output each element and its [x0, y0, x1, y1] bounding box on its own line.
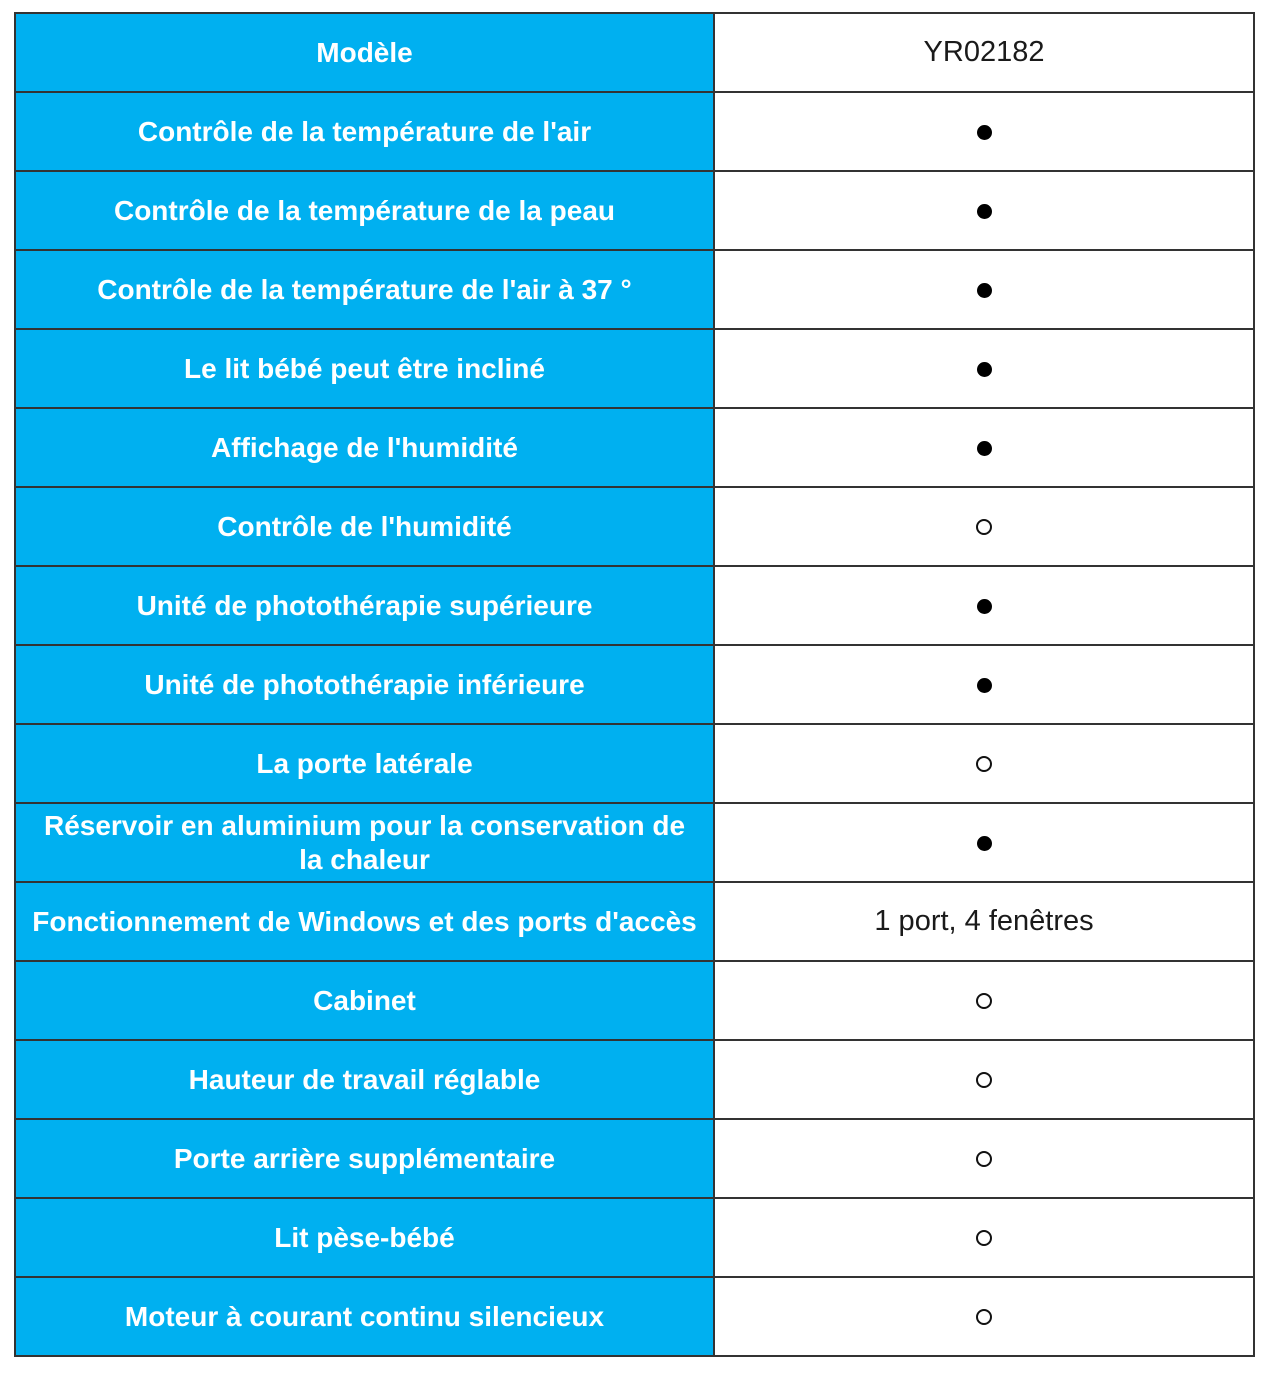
table-row — [15, 329, 1254, 408]
feature-label: Lit pèse-bébé — [15, 1198, 714, 1277]
table-row — [15, 645, 1254, 724]
feature-value — [714, 329, 1254, 408]
feature-label: Modèle — [15, 13, 714, 92]
feature-value — [714, 1040, 1254, 1119]
hollow-dot-icon — [976, 1230, 992, 1246]
feature-value — [714, 961, 1254, 1040]
feature-value: 1 port, 4 fenêtres — [714, 882, 1254, 961]
hollow-dot-icon — [976, 756, 992, 772]
table-row — [15, 1198, 1254, 1277]
feature-value — [714, 92, 1254, 171]
feature-value — [714, 1119, 1254, 1198]
feature-label: Porte arrière supplémentaire — [15, 1119, 714, 1198]
feature-value — [714, 487, 1254, 566]
feature-label: Cabinet — [15, 961, 714, 1040]
table-row — [15, 92, 1254, 171]
feature-value — [714, 566, 1254, 645]
feature-label: Contrôle de la température de la peau — [15, 171, 714, 250]
feature-value — [714, 1198, 1254, 1277]
table-row — [15, 1119, 1254, 1198]
feature-label: Le lit bébé peut être incliné — [15, 329, 714, 408]
feature-value — [714, 250, 1254, 329]
filled-dot-icon — [977, 599, 992, 614]
spec-table-body — [15, 13, 1254, 1356]
feature-value — [714, 1277, 1254, 1356]
filled-dot-icon — [977, 125, 992, 140]
table-row — [15, 250, 1254, 329]
feature-value — [714, 645, 1254, 724]
table-row — [15, 724, 1254, 803]
table-row — [15, 487, 1254, 566]
filled-dot-icon — [977, 283, 992, 298]
table-row — [15, 1277, 1254, 1356]
table-row — [15, 408, 1254, 487]
table-row — [15, 13, 1254, 92]
hollow-dot-icon — [976, 1072, 992, 1088]
feature-value — [714, 724, 1254, 803]
feature-value — [714, 803, 1254, 882]
feature-label: Contrôle de l'humidité — [15, 487, 714, 566]
feature-label: Contrôle de la température de l'air — [15, 92, 714, 171]
feature-label: Réservoir en aluminium pour la conservation de la chaleur — [15, 803, 714, 882]
filled-dot-icon — [977, 441, 992, 456]
filled-dot-icon — [977, 678, 992, 693]
table-row — [15, 1040, 1254, 1119]
feature-label: Hauteur de travail réglable — [15, 1040, 714, 1119]
feature-label: Unité de photothérapie inférieure — [15, 645, 714, 724]
hollow-dot-icon — [976, 519, 992, 535]
spec-table — [14, 12, 1255, 1357]
feature-value — [714, 171, 1254, 250]
table-row — [15, 882, 1254, 961]
feature-label: La porte latérale — [15, 724, 714, 803]
feature-label: Affichage de l'humidité — [15, 408, 714, 487]
table-row — [15, 566, 1254, 645]
filled-dot-icon — [977, 836, 992, 851]
feature-value: YR02182 — [714, 13, 1254, 92]
table-row — [15, 961, 1254, 1040]
feature-label: Contrôle de la température de l'air à 37 ° — [15, 250, 714, 329]
feature-label: Fonctionnement de Windows et des ports d'accès — [15, 882, 714, 961]
hollow-dot-icon — [976, 1309, 992, 1325]
filled-dot-icon — [977, 362, 992, 377]
hollow-dot-icon — [976, 993, 992, 1009]
feature-label: Moteur à courant continu silencieux — [15, 1277, 714, 1356]
table-row — [15, 803, 1254, 882]
feature-label: Unité de photothérapie supérieure — [15, 566, 714, 645]
table-row — [15, 171, 1254, 250]
feature-value — [714, 408, 1254, 487]
hollow-dot-icon — [976, 1151, 992, 1167]
filled-dot-icon — [977, 204, 992, 219]
